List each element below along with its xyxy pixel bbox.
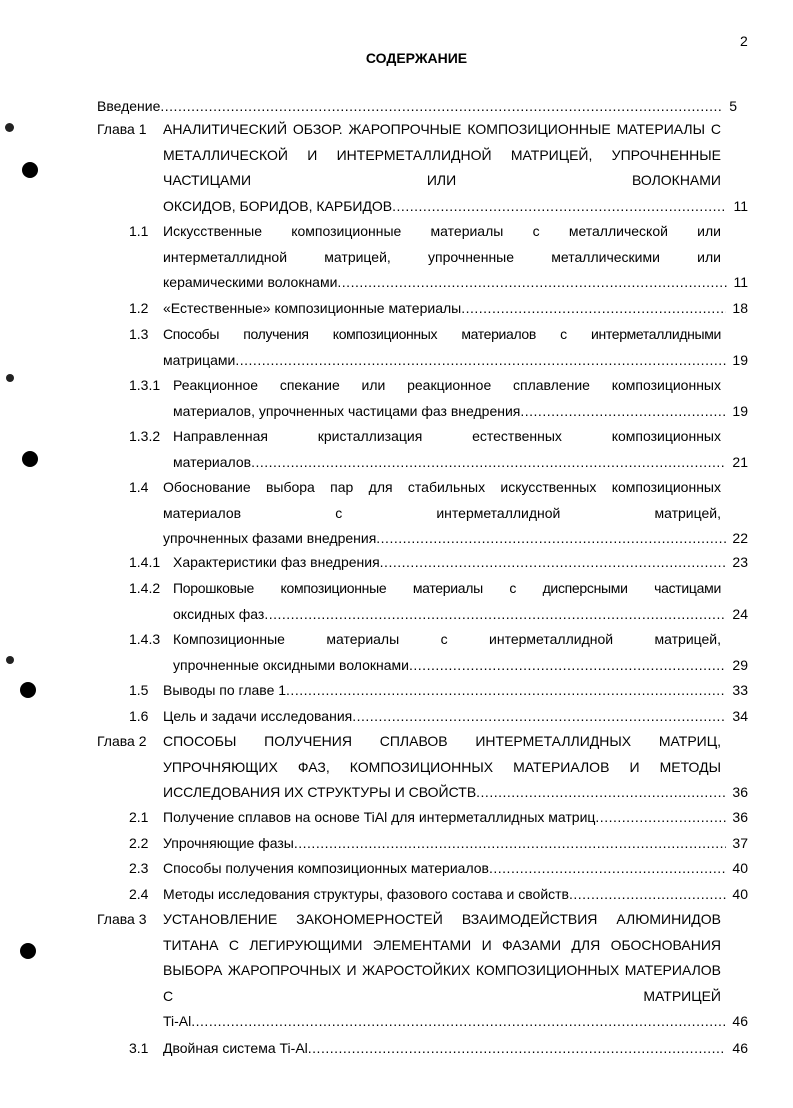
page-number: 2 — [740, 33, 748, 49]
binder-hole — [20, 943, 36, 959]
toc-entry-number: Глава 1 — [97, 121, 147, 137]
toc-page-number: 46 — [732, 1013, 748, 1030]
toc-page-number: 22 — [732, 530, 748, 547]
toc-entry-text: Порошковые композиционные материалы с дисперсными частицами — [173, 580, 721, 596]
leader-dots — [409, 653, 726, 679]
toc-entry-number: 1.5 — [129, 682, 149, 698]
toc-page-number: 36 — [732, 809, 748, 825]
toc-entry-number: 2.2 — [129, 835, 149, 851]
toc-entry-text: СПОСОБЫ ПОЛУЧЕНИЯ СПЛАВОВ ИНТЕРМЕТАЛЛИДНЫХ МАТРИЦ, УПРОЧНЯЮЩИХ ФАЗ, КОМПОЗИЦИОННЫХ МАТЕРИАЛОВ И МЕТОДЫ — [163, 733, 721, 775]
toc-entry-number: Глава 3 — [97, 911, 147, 927]
binder-mark — [6, 374, 14, 382]
leader-dots — [264, 602, 726, 628]
toc-entry-last-line: Получение сплавов на основе TiAl для интерметаллидных матриц — [163, 809, 596, 825]
toc-entry-text: Реакционное спекание или реакционное сплавление композиционных — [173, 377, 721, 393]
leader-dots — [520, 399, 726, 425]
toc-entry-last-line: Ti-Al — [163, 1013, 192, 1030]
leader-dots — [160, 94, 723, 120]
toc-page-number: 18 — [732, 300, 748, 316]
toc-entry-text: Обоснование выбора пар для стабильных искусственных композиционных материалов с интерметаллидной матрицей, — [163, 479, 721, 521]
leader-dots — [569, 882, 726, 908]
toc-entry-number: 1.4.2 — [129, 580, 161, 596]
toc-entry-text: Композиционные материалы с интерметаллидной матрицей, — [173, 631, 721, 647]
toc-entry-last-line: Методы исследования структуры, фазового состава и свойств — [163, 886, 569, 902]
toc-entry-number: 1.3 — [129, 326, 149, 342]
leader-dots — [476, 780, 726, 806]
toc-entry-number: 1.3.2 — [129, 428, 161, 444]
toc-page-number: 34 — [732, 708, 748, 724]
toc-entry-last-line: «Естественные» композиционные материалы — [163, 300, 462, 316]
toc-entry-text: АНАЛИТИЧЕСКИЙ ОБЗОР. ЖАРОПРОЧНЫЕ КОМПОЗИЦИОННЫЕ МАТЕРИАЛЫ С МЕТАЛЛИЧЕСКОЙ И ИНТЕРМЕТАЛЛИДНОЙ МАТРИЦЕЙ, УПРОЧНЕННЫЕ ЧАСТИЦАМИ ИЛИ ВОЛОКНАМИ — [163, 121, 721, 189]
leader-dots — [489, 856, 726, 882]
toc-entry-last-line: керамическими волокнами — [163, 274, 338, 291]
leader-dots — [251, 450, 726, 476]
binder-hole — [22, 162, 38, 178]
toc-page-number: 19 — [732, 402, 748, 419]
toc-page-number: 37 — [732, 835, 748, 851]
page-title: СОДЕРЖАНИЕ — [365, 50, 468, 66]
leader-dots — [392, 194, 727, 220]
toc-page-number: 11 — [733, 197, 748, 214]
leader-dots — [376, 526, 726, 552]
toc-entry-last-line: материалов — [173, 453, 252, 470]
toc-entry-number: 1.4.1 — [129, 554, 161, 570]
binder-mark — [5, 123, 14, 132]
toc-page-number: 21 — [732, 453, 748, 470]
leader-dots — [286, 678, 726, 704]
leader-dots — [308, 1036, 727, 1062]
leader-dots — [191, 1009, 726, 1035]
binder-mark — [6, 656, 14, 664]
toc-entry-last-line: Упрочняющие фазы — [163, 835, 294, 851]
toc-entry-number: 2.1 — [129, 809, 149, 825]
leader-dots — [352, 704, 726, 730]
toc-page-number: 23 — [732, 554, 748, 570]
toc-entry-last-line: Введение — [97, 98, 161, 114]
toc-entry-last-line: Способы получения композиционных материалов — [163, 860, 489, 876]
toc-entry-number: 1.4 — [129, 479, 149, 495]
leader-dots — [294, 831, 727, 857]
toc-entry-last-line: Двойная система Ti-Al — [163, 1040, 308, 1056]
toc-entry-last-line: оксидных фаз — [173, 605, 265, 622]
toc-entry-last-line: упрочненные оксидными волокнами — [173, 656, 410, 673]
toc-entry-last-line: Характеристики фаз внедрения — [173, 554, 380, 570]
leader-dots — [380, 550, 727, 576]
binder-hole — [20, 682, 36, 698]
toc-entry-number: Глава 2 — [97, 733, 147, 749]
toc-entry-last-line: Цель и задачи исследования — [163, 708, 353, 724]
toc-page-number: 40 — [732, 886, 748, 902]
toc-page-number: 29 — [732, 656, 748, 673]
toc-entry-number: 3.1 — [129, 1040, 149, 1056]
leader-dots — [595, 805, 726, 831]
toc-entry-number: 1.4.3 — [129, 631, 161, 647]
toc-entry-last-line: матрицами — [163, 351, 236, 368]
toc-page-number: 5 — [729, 98, 737, 114]
toc-page-number: 11 — [733, 274, 748, 291]
toc-entry-last-line: ОКСИДОВ, БОРИДОВ, КАРБИДОВ — [163, 197, 393, 214]
toc-entry-number: 2.4 — [129, 886, 149, 902]
toc-entry-last-line: Выводы по главе 1 — [163, 682, 287, 698]
toc-page-number: 33 — [732, 682, 748, 698]
toc-entry-number: 2.3 — [129, 860, 149, 876]
toc-entry-number: 1.6 — [129, 708, 149, 724]
toc-entry-number: 1.3.1 — [129, 377, 161, 393]
toc-entry-text: УСТАНОВЛЕНИЕ ЗАКОНОМЕРНОСТЕЙ ВЗАИМОДЕЙСТВИЯ АЛЮМИНИДОВ ТИТАНА С ЛЕГИРУЮЩИМИ ЭЛЕМЕНТАМИ И ФАЗАМИ ДЛЯ ОБОСНОВАНИЯ ВЫБОРА ЖАРОПРОЧНЫХ И ЖАРОСТОЙКИХ КОМПОЗИЦИОННЫХ МАТЕРИАЛОВ С МАТРИЦЕЙ — [163, 911, 721, 1004]
toc-entry-last-line: упрочненных фазами внедрения — [163, 530, 377, 547]
toc-page-number: 24 — [732, 605, 748, 622]
toc-entry-last-line: ИССЛЕДОВАНИЯ ИХ СТРУКТУРЫ И СВОЙСТВ — [163, 784, 477, 801]
toc-entry-text: Искусственные композиционные материалы с металлической или интерметаллидной матрицей, упрочненные металлическими или — [163, 223, 721, 265]
leader-dots — [461, 296, 726, 322]
toc-page-number: 36 — [732, 784, 748, 801]
leader-dots — [337, 270, 727, 296]
toc-entry-number: 1.1 — [129, 223, 149, 239]
toc-entry-last-line: материалов, упрочненных частицами фаз внедрения — [173, 402, 521, 419]
toc-page-number: 46 — [732, 1040, 748, 1056]
binder-hole — [22, 451, 38, 467]
toc-entry-text: Способы получения композиционных материалов с интерметаллидными — [163, 326, 721, 342]
toc-page-number: 40 — [732, 860, 748, 876]
toc-entry-text: Направленная кристаллизация естественных композиционных — [173, 428, 721, 444]
leader-dots — [235, 348, 726, 374]
toc-page-number: 19 — [732, 351, 748, 368]
toc-entry-number: 1.2 — [129, 300, 149, 316]
